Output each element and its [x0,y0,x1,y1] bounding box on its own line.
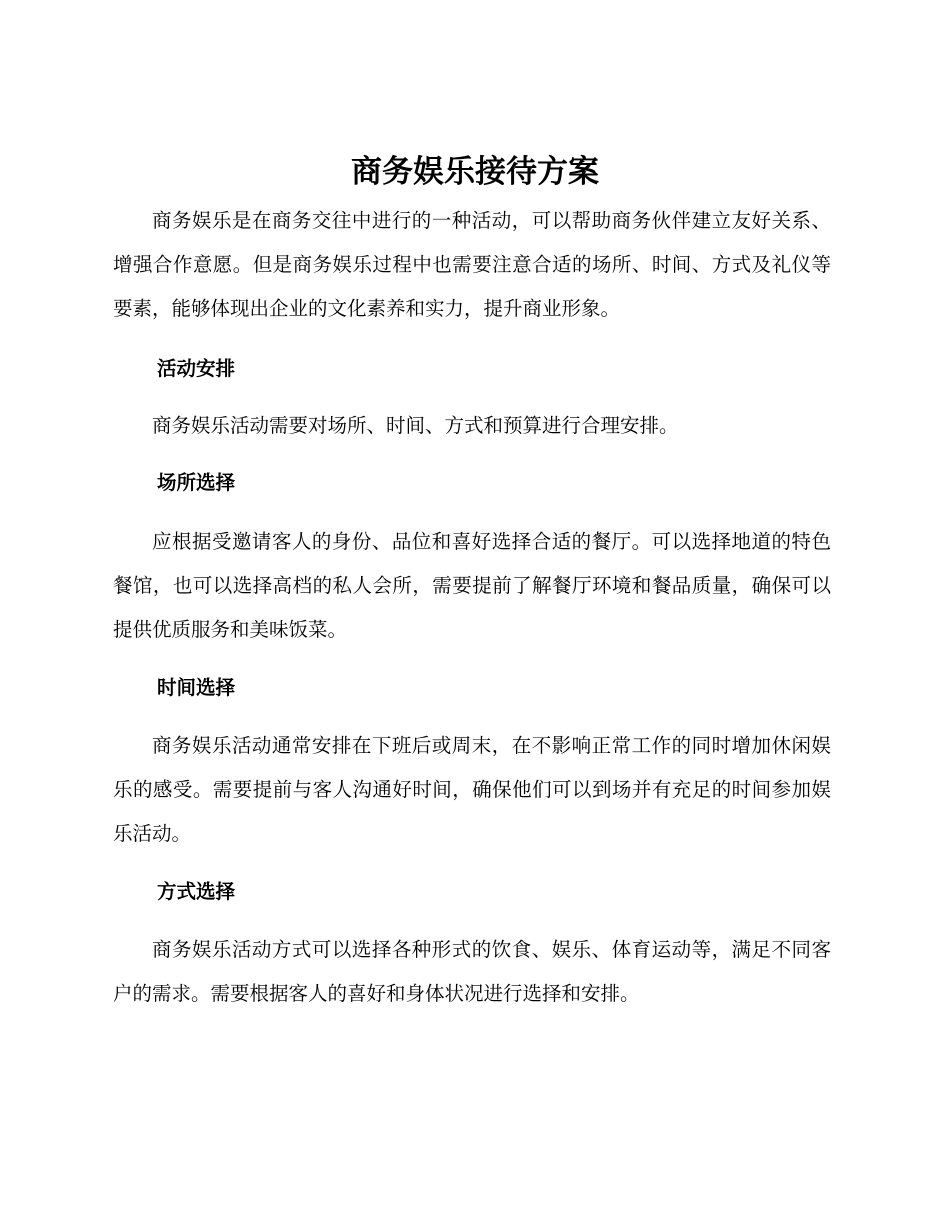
section-body-venue-selection: 应根据受邀请客人的身份、品位和喜好选择合适的餐厅。可以选择地道的特色餐馆，也可以选择高档的私人会所，需要提前了解餐厅环境和餐品质量，确保可以提供优质服务和美味饭菜。 [113,530,831,641]
section-body-time-selection: 商务娱乐活动通常安排在下班后或周末，在不影响正常工作的同时增加休闲娱乐的感受。需要提前与客人沟通好时间，确保他们可以到场并有充足的时间参加娱乐活动。 [113,734,831,845]
document-title: 商务娱乐接待方案 [351,154,599,190]
section-body-method-selection: 商务娱乐活动方式可以选择各种形式的饮食、娱乐、体育运动等，满足不同客户的需求。需要根据客人的喜好和身体状况进行选择和安排。 [113,938,831,1005]
section-heading-method-selection: 方式选择 [157,880,236,903]
section-body-activity-arrangement: 商务娱乐活动需要对场所、时间、方式和预算进行合理安排。 [152,414,679,437]
section-heading-venue-selection: 场所选择 [157,471,236,494]
section-heading-activity-arrangement: 活动安排 [157,357,236,380]
intro-paragraph: 商务娱乐是在商务交往中进行的一种活动，可以帮助商务伙伴建立友好关系、增强合作意愿。但是商务娱乐过程中也需要注意合适的场所、时间、方式及礼仪等要素，能够体现出企业的文化素养和实力，提升商业形象。 [113,209,831,320]
section-heading-time-selection: 时间选择 [157,676,236,699]
